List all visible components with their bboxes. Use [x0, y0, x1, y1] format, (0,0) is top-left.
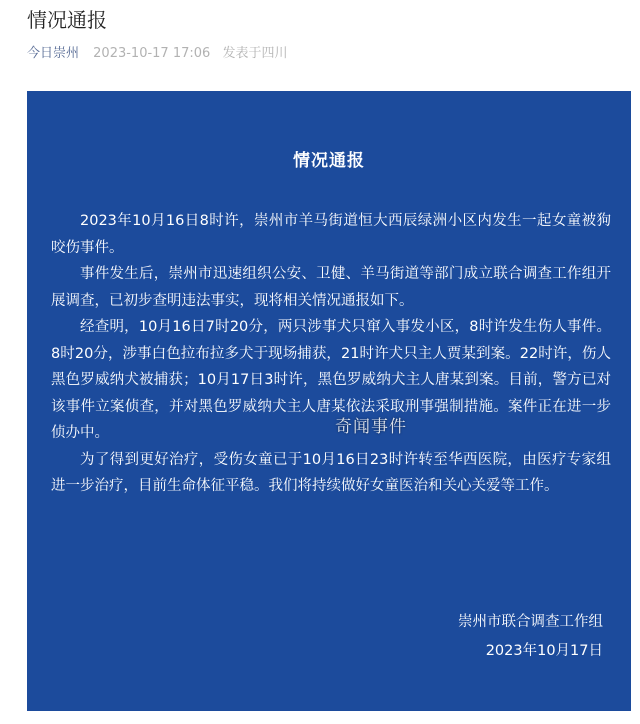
notice-heading: 情况通报 — [293, 151, 365, 171]
publish-datetime: 2023-10-17 17:06 — [93, 46, 211, 61]
publish-location: 发表于四川 — [222, 46, 288, 61]
article-title: 情况通报 — [27, 8, 107, 32]
signature-organization: 崇州市联合调查工作组 — [458, 614, 603, 630]
article-meta — [27, 46, 287, 62]
notice-image — [27, 91, 631, 711]
notice-body — [51, 208, 611, 500]
notice-paragraph-4: 为了得到更好治疗，受伤女童已于10月16日23时许转至华西医院，由医疗专家组进一步治疗，目前生命体征平稳。我们将持续做好女童医治和关心关爱等工作。 — [51, 451, 611, 494]
notice-paragraph-2: 事件发生后，崇州市迅速组织公安、卫健、羊马街道等部门成立联合调查工作组开展调查，已初步查明违法事实，现将相关情况通报如下。 — [51, 266, 611, 309]
account-name-link[interactable]: 今日崇州 — [27, 46, 80, 61]
notice-paragraph-1: 2023年10月16日8时许，崇州市羊马街道恒大西辰绿洲小区内发生一起女童被狗咬伤事件。 — [51, 213, 611, 256]
watermark-text: 奇闻事件 — [335, 417, 407, 437]
notice-signature — [458, 608, 603, 666]
notice-paragraph-3: 经查明，10月16日7时20分，两只涉事犬只窜入事发小区，8时许发生伤人事件。8时20分，涉事白色拉布拉多犬于现场捕获，21时许犬只主人贾某到案。22时许，伤人黑色罗威纳犬被捕获；10月17日3时许，黑色罗威纳犬主人唐某到案。目前，警方已对该事件立案侦查，并对黑色罗威纳犬主人唐某依法采取刑事强制措施。案件正在进一步侦办中。 — [51, 319, 611, 441]
signature-date: 2023年10月17日 — [485, 643, 603, 659]
